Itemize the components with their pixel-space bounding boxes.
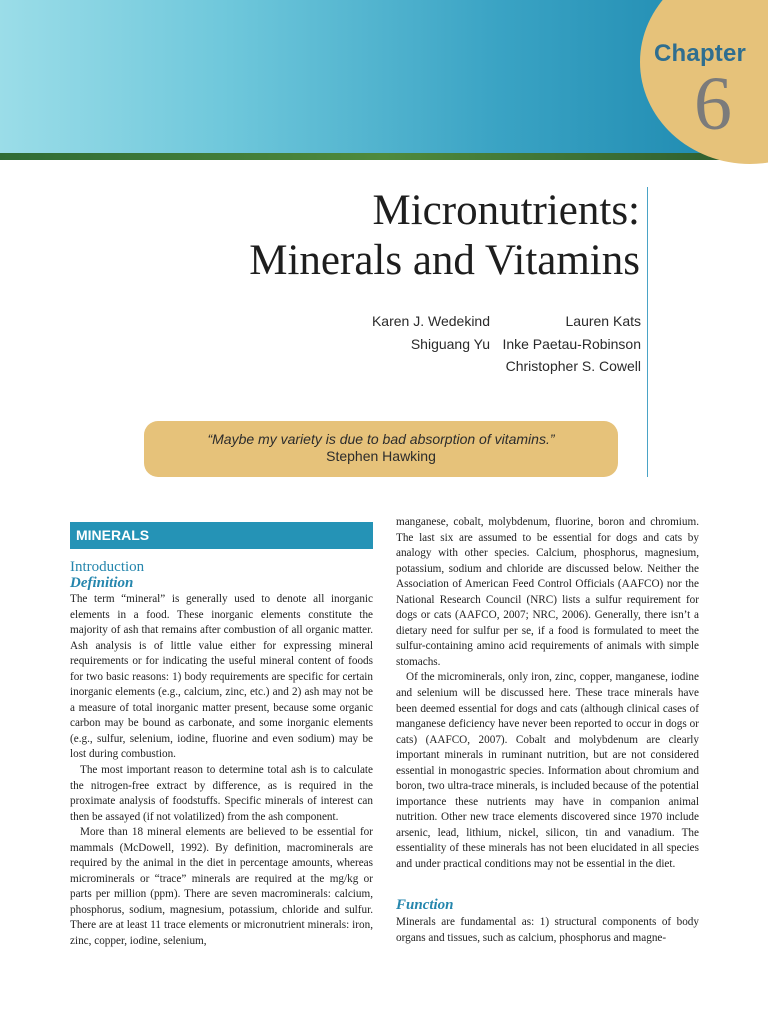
author-name: Christopher S. Cowell bbox=[505, 358, 641, 374]
paragraph: Minerals are fundamental as: 1) structural components of body organs and tissues, such as calcium, phosphorus and magne- bbox=[396, 916, 699, 944]
authors-column-2 bbox=[502, 310, 641, 378]
right-column-text bbox=[396, 515, 699, 873]
title-line-1: Micronutrients: bbox=[372, 187, 640, 234]
subheading-function: Function bbox=[396, 897, 454, 913]
quote-attribution: Stephen Hawking bbox=[326, 448, 436, 464]
author-name: Karen J. Wedekind bbox=[371, 313, 490, 329]
quote-text: “Maybe my variety is due to bad absorption of vitamins.” bbox=[207, 431, 555, 447]
title-divider bbox=[647, 187, 648, 477]
chapter-label: Chapter bbox=[654, 40, 747, 67]
left-column-text bbox=[70, 592, 373, 950]
subheading-definition: Definition bbox=[70, 575, 134, 591]
paragraph: More than 18 mineral elements are believed to be essential for mammals (McDowell, 1992). By definition, macrominerals are required by the animal in the diet in percentage amounts, whereas microminerals or “trace” minerals are required at the mg/kg or parts per million (ppm). There are seven macrominerals: calcium, phosphorus, sodium, magnesium, potassium, chloride and sulfur. There are at least 11 trace elements or micronutrient minerals: iron, zinc, copper, iodine, selenium, bbox=[70, 826, 373, 948]
function-text bbox=[396, 915, 699, 946]
paragraph: manganese, cobalt, molybdenum, fluorine, boron and chromium. The last six are assumed to be essential for dogs and cats by analogy with other species. Calcium, phosphorus, magnesium, potassium, sodium and chloride are discussed below. Neither the Association of American Feed Control Officials (AAFCO) nor the National Research Council (NRC) lists a sulfur requirement for dogs or cats (AAFCO, 2007; NRC, 2006). Generally, there isn’t a dietary need for sulfur per se, if a food is formulated to meet the sulfur-containing amino acid requirements of animals with simple stomachs. bbox=[396, 516, 699, 668]
authors-column-1 bbox=[372, 310, 490, 355]
epigraph-quote bbox=[144, 421, 618, 477]
paragraph: The most important reason to determine total ash is to calculate the nitrogen-free extract by difference, as is required in the proximate analysis of foodstuffs. Specific minerals of interest can then be assayed (if not volatilized) from the ash component. bbox=[70, 764, 373, 823]
author-name: Lauren Kats bbox=[565, 313, 641, 329]
paragraph: The term “mineral” is generally used to denote all inorganic elements in a food. These inorganic elements constitute the majority of ash that remains after combustion of all organic matter. Ash analysis is of little value either for expressing mineral requirements or for indicating the useful mineral content of foods for two basic reasons: 1) body requirements are specific for certain inorganic elements (e.g., calcium, zinc, etc.) and 2) ash may not be a measure of total inorganic matter present, because some organic carbon may be bound as carbonate, and some inorganic elements (e.g., sulfur, selenium, iodine, fluorine and even sodium) may be lost during combustion. bbox=[70, 593, 373, 761]
subheading-introduction: Introduction bbox=[70, 559, 145, 575]
chapter-number: 6 bbox=[694, 62, 732, 146]
author-name: Inke Paetau-Robinson bbox=[502, 335, 641, 352]
paragraph: Of the microminerals, only iron, zinc, copper, manganese, iodine and selenium will be discussed here. These trace minerals have been deemed essential for dogs and cats (although clinical cases of manganese deficiency have never been reported to occur in dogs or cats) (AAFCO, 2007). Cobalt and molybdenum are clearly important minerals in ruminant nutrition, but are not considered essential in monogastric species. Information about chromium and boron, two ultra-trace minerals, is included because of the potential importance these nutrients may have in companion animal nutrition. Other new trace elements discovered since 1970 include arsenic, lead, lithium, nickel, silicon, tin and vanadium. The essentiality of these minerals has not been elucidated in all species and under practical conditions may not be essential in the diet. bbox=[396, 671, 699, 871]
page-title bbox=[249, 186, 640, 286]
author-name: Shiguang Yu bbox=[410, 335, 490, 352]
section-heading-minerals: MINERALS bbox=[70, 522, 373, 549]
banner-rule bbox=[0, 153, 768, 160]
title-line-2: Minerals and Vitamins bbox=[249, 237, 640, 284]
